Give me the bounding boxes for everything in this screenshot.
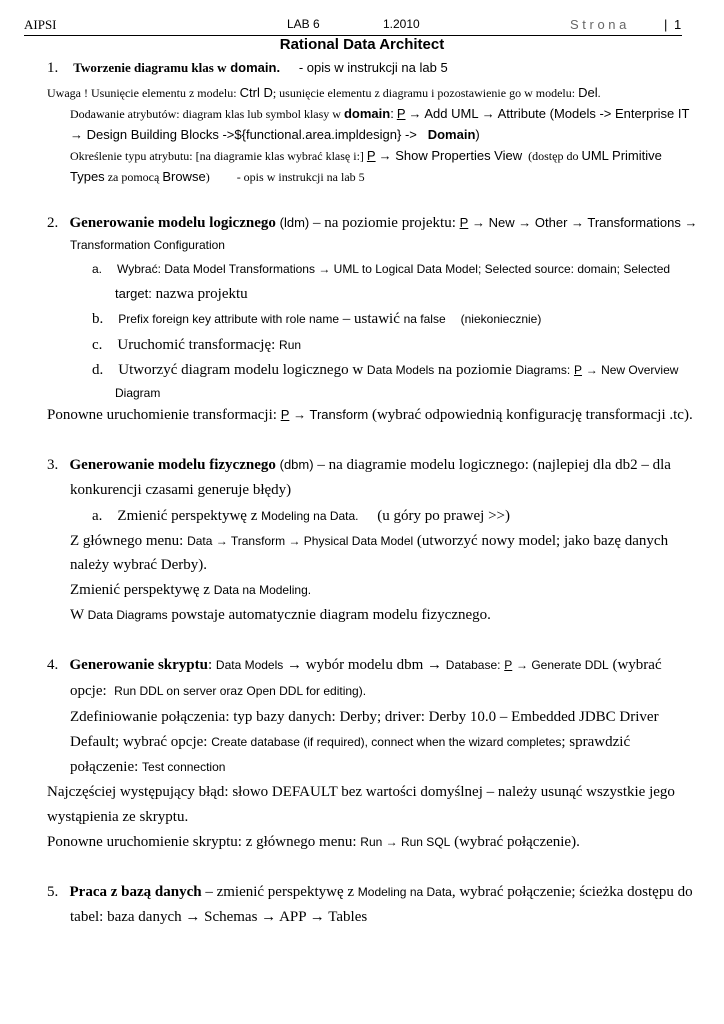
header-lab: LAB 6 (287, 17, 320, 31)
section-4-default: Default; wybrać opcje: Create database (if required), connect when the wizard completes; sprawdzić (70, 734, 631, 750)
section-3-auto: W Data Diagrams powstaje automatycznie diagram modelu fizycznego. (70, 607, 491, 623)
section-4-options: opcje: Run DDL on server oraz Open DDL for editing). (70, 683, 367, 699)
header-page-number: 1 (674, 17, 682, 32)
page-title: Rational Data Architect (279, 36, 445, 53)
section-1-attributes: Dodawanie atrybutów: diagram klas lub symbol klasy w domain: P → Add UML → Attribute (Models -> Enterprise IT (70, 106, 690, 121)
section-1-note: Uwaga ! Usunięcie elementu z modelu: Ctrl D; usunięcie elementu z diagramu i pozostawienie go w modelu: Del. (47, 85, 601, 100)
section-2-item-c: c. Uruchomić transformację: Run (92, 337, 302, 353)
section-2-rerun: Ponowne uruchomienie transformacji: P → Transform (wybrać odpowiednią konfigurację transformacji .tc). (47, 407, 693, 423)
section-2-line2: Transformation Configuration (70, 238, 225, 252)
section-1-heading: 1. Tworzenie diagramu klas w domain. - opis w instrukcji na lab 5 (47, 60, 448, 76)
header-page-sep: | (664, 17, 668, 32)
section-2-heading: 2. Generowanie modelu logicznego (ldm) – na poziomie projektu: P → New → Other → Transformations → (47, 215, 698, 231)
header-page-label: S t r o n a (570, 17, 627, 32)
section-5-heading: 5. Praca z bazą danych – zmienić perspektywę z Modeling na Data, wybrać połączenie; ścieżka dostępu do (47, 884, 693, 900)
section-2-item-d-line2: Diagram (115, 386, 161, 400)
section-4-error-line2: wystąpienia ze skryptu. (47, 809, 189, 825)
section-2-item-b: b. Prefix foreign key attribute with role name – ustawić na false (niekoniecznie) (92, 311, 542, 327)
section-5-line2: tabel: baza danych → Schemas → APP → Tables (70, 909, 368, 925)
section-2-item-a-line2: target: nazwa projektu (115, 286, 248, 302)
section-1-type: Określenie typu atrybutu: [na diagramie klas wybrać klasę i:] P → Show Properties View (dostęp do UML Primitive (70, 148, 662, 163)
section-3-menu: Z głównego menu: Data → Transform → Physical Data Model (utworzyć nowy model; jako bazę danych (70, 533, 669, 549)
section-3-perspective: Zmienić perspektywę z Data na Modeling. (70, 582, 312, 598)
section-2-item-a: a. Wybrać: Data Model Transformations → UML to Logical Data Model; Selected source: domain; Selected (92, 262, 671, 276)
section-1-attributes-path: → Design Building Blocks ->${functional.area.impldesign} -> Domain) (70, 127, 480, 142)
header-left: AIPSI (24, 17, 57, 32)
section-3-line2: konkurencji czasami generuje błędy) (70, 482, 292, 498)
section-3-item-a: a. Zmienić perspektywę z Modeling na Data. (u góry po prawej >>) (92, 508, 510, 524)
section-4-test: połączenie: Test connection (70, 759, 226, 775)
section-2-item-d: d. Utworzyć diagram modelu logicznego w Data Models na poziomie Diagrams: P → New Overview (92, 362, 679, 378)
section-3-menu-line2: należy wybrać Derby). (70, 557, 208, 573)
section-4-connection: Zdefiniowanie połączenia: typ bazy danych: Derby; driver: Derby 10.0 – Embedded JDBC Driver (70, 709, 659, 725)
section-4-heading: 4. Generowanie skryptu: Data Models → wybór modelu dbm → Database: P → Generate DDL (wybrać (47, 657, 662, 673)
section-1-type-line2: Types za pomocą Browse) - opis w instrukcji na lab 5 (70, 169, 365, 184)
section-4-error-line1: Najczęściej występujący błąd: słowo DEFAULT bez wartości domyślnej – należy usunąć wszystkie jego (47, 784, 675, 800)
section-3-heading: 3. Generowanie modelu fizycznego (dbm) – na diagramie modelu logicznego: (najlepiej dla db2 – dla (47, 457, 671, 473)
header-date: 1.2010 (383, 17, 420, 31)
section-4-rerun: Ponowne uruchomienie skryptu: z głównego menu: Run → Run SQL (wybrać połączenie). (47, 834, 580, 850)
